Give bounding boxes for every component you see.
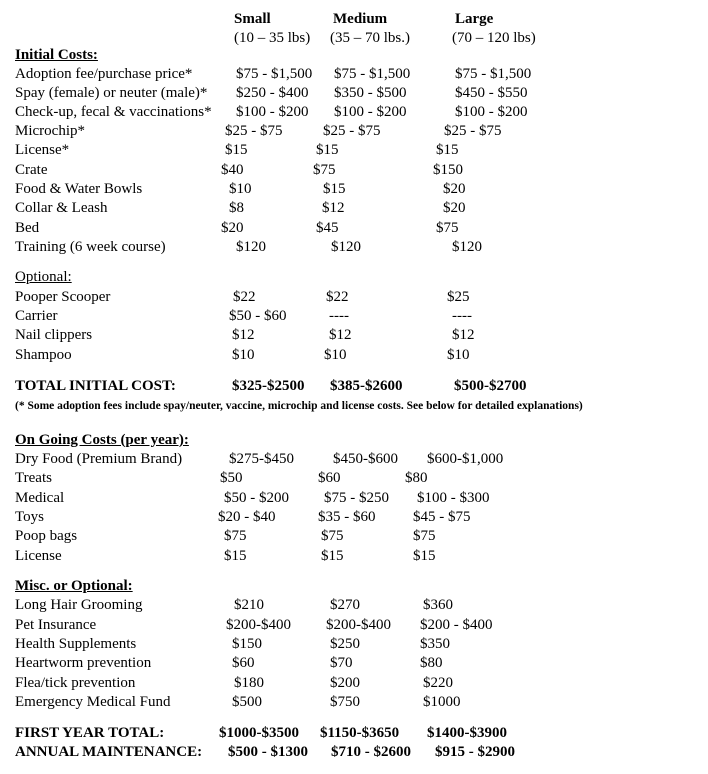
- large-value: $450 - $550: [455, 85, 528, 101]
- medium-value: $75: [321, 528, 344, 544]
- first-year-small: $1000-$3500: [219, 725, 299, 741]
- small-value: $180: [234, 675, 264, 691]
- header-small-title: Small: [234, 11, 271, 27]
- large-value: $150: [433, 162, 463, 178]
- small-value: $15: [224, 548, 247, 564]
- large-value: $120: [452, 239, 482, 255]
- medium-value: $15: [321, 548, 344, 564]
- row-label: Shampoo: [15, 347, 72, 363]
- small-value: $75: [224, 528, 247, 544]
- small-value: $50: [220, 470, 243, 486]
- small-value: $25 - $75: [225, 123, 283, 139]
- total-initial-label: TOTAL INITIAL COST:: [15, 378, 176, 394]
- small-value: $100 - $200: [236, 104, 309, 120]
- first-year-large: $1400-$3900: [427, 725, 507, 741]
- footnote: (* Some adoption fees include spay/neuter, vaccine, microchip and license costs. See below for detailed explanations): [15, 400, 583, 412]
- large-value: $20: [443, 181, 466, 197]
- row-label: Health Supplements: [15, 636, 137, 652]
- small-value: $15: [225, 142, 248, 158]
- initial-costs-title: Initial Costs:: [15, 47, 98, 63]
- ongoing-costs-title: On Going Costs (per year):: [15, 432, 189, 448]
- row-label: Flea/tick prevention: [15, 675, 136, 691]
- medium-value: $22: [326, 289, 349, 305]
- row-label: Heartworm prevention: [15, 655, 152, 671]
- medium-value: $35 - $60: [318, 509, 376, 525]
- row-label: Collar & Leash: [15, 200, 108, 216]
- large-value: $75: [413, 528, 436, 544]
- large-value: ----: [452, 308, 472, 324]
- row-label: Adoption fee/purchase price*: [15, 66, 193, 82]
- annual-medium: $710 - $2600: [331, 744, 411, 760]
- small-value: $50 - $60: [229, 308, 287, 324]
- header-small-range: (10 – 35 lbs): [234, 30, 311, 46]
- row-label: Emergency Medical Fund: [15, 694, 171, 710]
- header-large-title: Large: [455, 11, 494, 27]
- large-value: $80: [405, 470, 428, 486]
- row-label: Check-up, fecal & vaccinations*: [15, 104, 212, 120]
- small-value: $40: [221, 162, 244, 178]
- small-value: $75 - $1,500: [236, 66, 313, 82]
- row-label: License: [15, 548, 62, 564]
- small-value: $20 - $40: [218, 509, 276, 525]
- medium-value: $25 - $75: [323, 123, 381, 139]
- medium-value: $45: [316, 220, 339, 236]
- large-value: $1000: [423, 694, 461, 710]
- annual-label: ANNUAL MAINTENANCE:: [15, 744, 203, 760]
- medium-value: $12: [329, 327, 352, 343]
- large-value: $12: [452, 327, 475, 343]
- medium-value: $270: [330, 597, 360, 613]
- row-label: Nail clippers: [15, 327, 93, 343]
- annual-large: $915 - $2900: [435, 744, 515, 760]
- first-year-medium: $1150-$3650: [320, 725, 400, 741]
- medium-value: $12: [322, 200, 345, 216]
- row-label: Poop bags: [15, 528, 78, 544]
- row-label: Food & Water Bowls: [15, 181, 143, 197]
- row-label: Bed: [15, 220, 40, 236]
- small-value: $120: [236, 239, 266, 255]
- large-value: $15: [413, 548, 436, 564]
- small-value: $50 - $200: [224, 490, 289, 506]
- medium-value: $60: [318, 470, 341, 486]
- large-value: $25: [447, 289, 470, 305]
- large-value: $15: [436, 142, 459, 158]
- large-value: $45 - $75: [413, 509, 471, 525]
- medium-value: ----: [329, 308, 349, 324]
- row-label: Dry Food (Premium Brand): [15, 451, 183, 467]
- medium-value: $200-$400: [326, 617, 391, 633]
- medium-value: $10: [324, 347, 347, 363]
- large-value: $350: [420, 636, 450, 652]
- medium-value: $200: [330, 675, 360, 691]
- large-value: $20: [443, 200, 466, 216]
- large-value: $100 - $300: [417, 490, 490, 506]
- row-label: Spay (female) or neuter (male)*: [15, 85, 208, 101]
- small-value: $275-$450: [229, 451, 294, 467]
- total-initial-small: $325-$2500: [232, 378, 305, 394]
- small-value: $60: [232, 655, 255, 671]
- total-initial-large: $500-$2700: [454, 378, 527, 394]
- row-label: Pet Insurance: [15, 617, 97, 633]
- small-value: $200-$400: [226, 617, 291, 633]
- row-label: License*: [15, 142, 70, 158]
- large-value: $75: [436, 220, 459, 236]
- medium-value: $750: [330, 694, 360, 710]
- small-value: $10: [232, 347, 255, 363]
- large-value: $600-$1,000: [427, 451, 504, 467]
- medium-value: $450-$600: [333, 451, 398, 467]
- annual-small: $500 - $1300: [228, 744, 308, 760]
- large-value: $100 - $200: [455, 104, 528, 120]
- optional-title: Optional:: [15, 269, 72, 285]
- medium-value: $15: [323, 181, 346, 197]
- row-label: Medical: [15, 490, 65, 506]
- row-label: Treats: [15, 470, 52, 486]
- medium-value: $75 - $1,500: [334, 66, 411, 82]
- small-value: $22: [233, 289, 256, 305]
- medium-value: $350 - $500: [334, 85, 407, 101]
- large-value: $10: [447, 347, 470, 363]
- medium-value: $100 - $200: [334, 104, 407, 120]
- medium-value: $75: [313, 162, 336, 178]
- row-label: Long Hair Grooming: [15, 597, 143, 613]
- medium-value: $250: [330, 636, 360, 652]
- large-value: $200 - $400: [420, 617, 493, 633]
- medium-value: $70: [330, 655, 353, 671]
- row-label: Toys: [15, 509, 44, 525]
- row-label: Pooper Scooper: [15, 289, 111, 305]
- row-label: Microchip*: [15, 123, 85, 139]
- large-value: $25 - $75: [444, 123, 502, 139]
- header-large-range: (70 – 120 lbs): [452, 30, 536, 46]
- medium-value: $120: [331, 239, 361, 255]
- small-value: $500: [232, 694, 262, 710]
- small-value: $210: [234, 597, 264, 613]
- large-value: $75 - $1,500: [455, 66, 532, 82]
- small-value: $8: [229, 200, 244, 216]
- small-value: $20: [221, 220, 244, 236]
- medium-value: $75 - $250: [324, 490, 389, 506]
- small-value: $250 - $400: [236, 85, 309, 101]
- small-value: $12: [232, 327, 255, 343]
- small-value: $150: [232, 636, 262, 652]
- row-label: Training (6 week course): [15, 239, 166, 255]
- large-value: $360: [423, 597, 453, 613]
- row-label: Carrier: [15, 308, 58, 324]
- small-value: $10: [229, 181, 252, 197]
- large-value: $220: [423, 675, 453, 691]
- total-initial-medium: $385-$2600: [330, 378, 403, 394]
- medium-value: $15: [316, 142, 339, 158]
- first-year-label: FIRST YEAR TOTAL:: [15, 725, 165, 741]
- large-value: $80: [420, 655, 443, 671]
- row-label: Crate: [15, 162, 48, 178]
- header-medium-title: Medium: [333, 11, 388, 27]
- misc-title: Misc. or Optional:: [15, 578, 133, 594]
- header-medium-range: (35 – 70 lbs.): [330, 30, 410, 46]
